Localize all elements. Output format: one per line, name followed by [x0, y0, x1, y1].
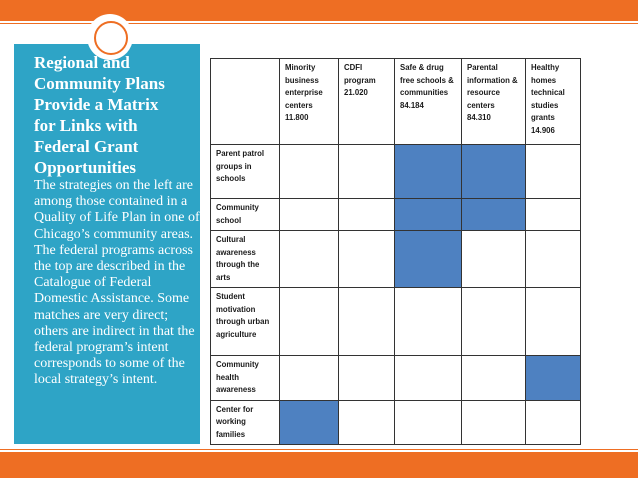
row-header: Community school — [211, 199, 280, 231]
row-header: Center for working families — [211, 400, 280, 445]
column-header: Safe & drug free schools & communities 84.184 — [395, 59, 462, 145]
column-header: Healthy homes technical studies grants 14.906 — [526, 59, 581, 145]
match-cell — [395, 145, 462, 199]
match-cell — [526, 400, 581, 445]
match-cell — [339, 288, 395, 356]
match-cell — [280, 145, 339, 199]
match-cell — [395, 199, 462, 231]
match-cell — [462, 356, 526, 401]
row-header: Cultural awareness through the arts — [211, 231, 280, 288]
match-cell — [339, 145, 395, 199]
table-row — [211, 199, 581, 231]
match-cell — [280, 231, 339, 288]
row-header: Student motivation through urban agriculture — [211, 288, 280, 356]
match-cell — [280, 288, 339, 356]
row-header: Community health awareness — [211, 356, 280, 401]
match-cell — [462, 231, 526, 288]
table-header-row — [211, 59, 581, 145]
match-cell — [526, 199, 581, 231]
column-header: Minority business enterprise centers 11.800 — [280, 59, 339, 145]
table-row — [211, 400, 581, 445]
match-cell — [526, 231, 581, 288]
match-cell — [280, 356, 339, 401]
match-cell — [462, 199, 526, 231]
table-row — [211, 356, 581, 401]
column-header: Parental information & resource centers 84.310 — [462, 59, 526, 145]
decorative-circle-ring — [94, 21, 128, 55]
match-cell — [395, 400, 462, 445]
match-cell — [339, 356, 395, 401]
matrix-table — [210, 58, 581, 445]
match-cell — [462, 145, 526, 199]
slide-body-text: The strategies on the left are among those contained in a Quality of Life Plan in one of Chicago’s community areas. The federal programs across the top are described in the Catalogue of Federal Domestic Assistance. Some matches are very direct; others are indirect in that the federal program’s intent corresponds to some of the local strategy’s intent. — [34, 178, 200, 388]
bottom-accent-bar — [0, 452, 638, 478]
match-cell — [280, 400, 339, 445]
match-cell — [395, 288, 462, 356]
column-header: CDFI program 21.020 — [339, 59, 395, 145]
match-cell — [462, 288, 526, 356]
slide-title: Regional and Community Plans Provide a Matrix for Links with Federal Grant Opportunities — [34, 53, 165, 177]
match-cell — [462, 400, 526, 445]
match-cell — [280, 199, 339, 231]
table-row — [211, 145, 581, 199]
match-cell — [339, 231, 395, 288]
row-header: Parent patrol groups in schools — [211, 145, 280, 199]
match-cell — [395, 356, 462, 401]
match-cell — [339, 199, 395, 231]
match-cell — [526, 288, 581, 356]
match-cell — [526, 356, 581, 401]
bottom-accent-line — [0, 449, 638, 450]
table-row — [211, 288, 581, 356]
table-row — [211, 231, 581, 288]
corner-cell — [211, 59, 280, 145]
match-cell — [395, 231, 462, 288]
match-cell — [526, 145, 581, 199]
match-cell — [339, 400, 395, 445]
